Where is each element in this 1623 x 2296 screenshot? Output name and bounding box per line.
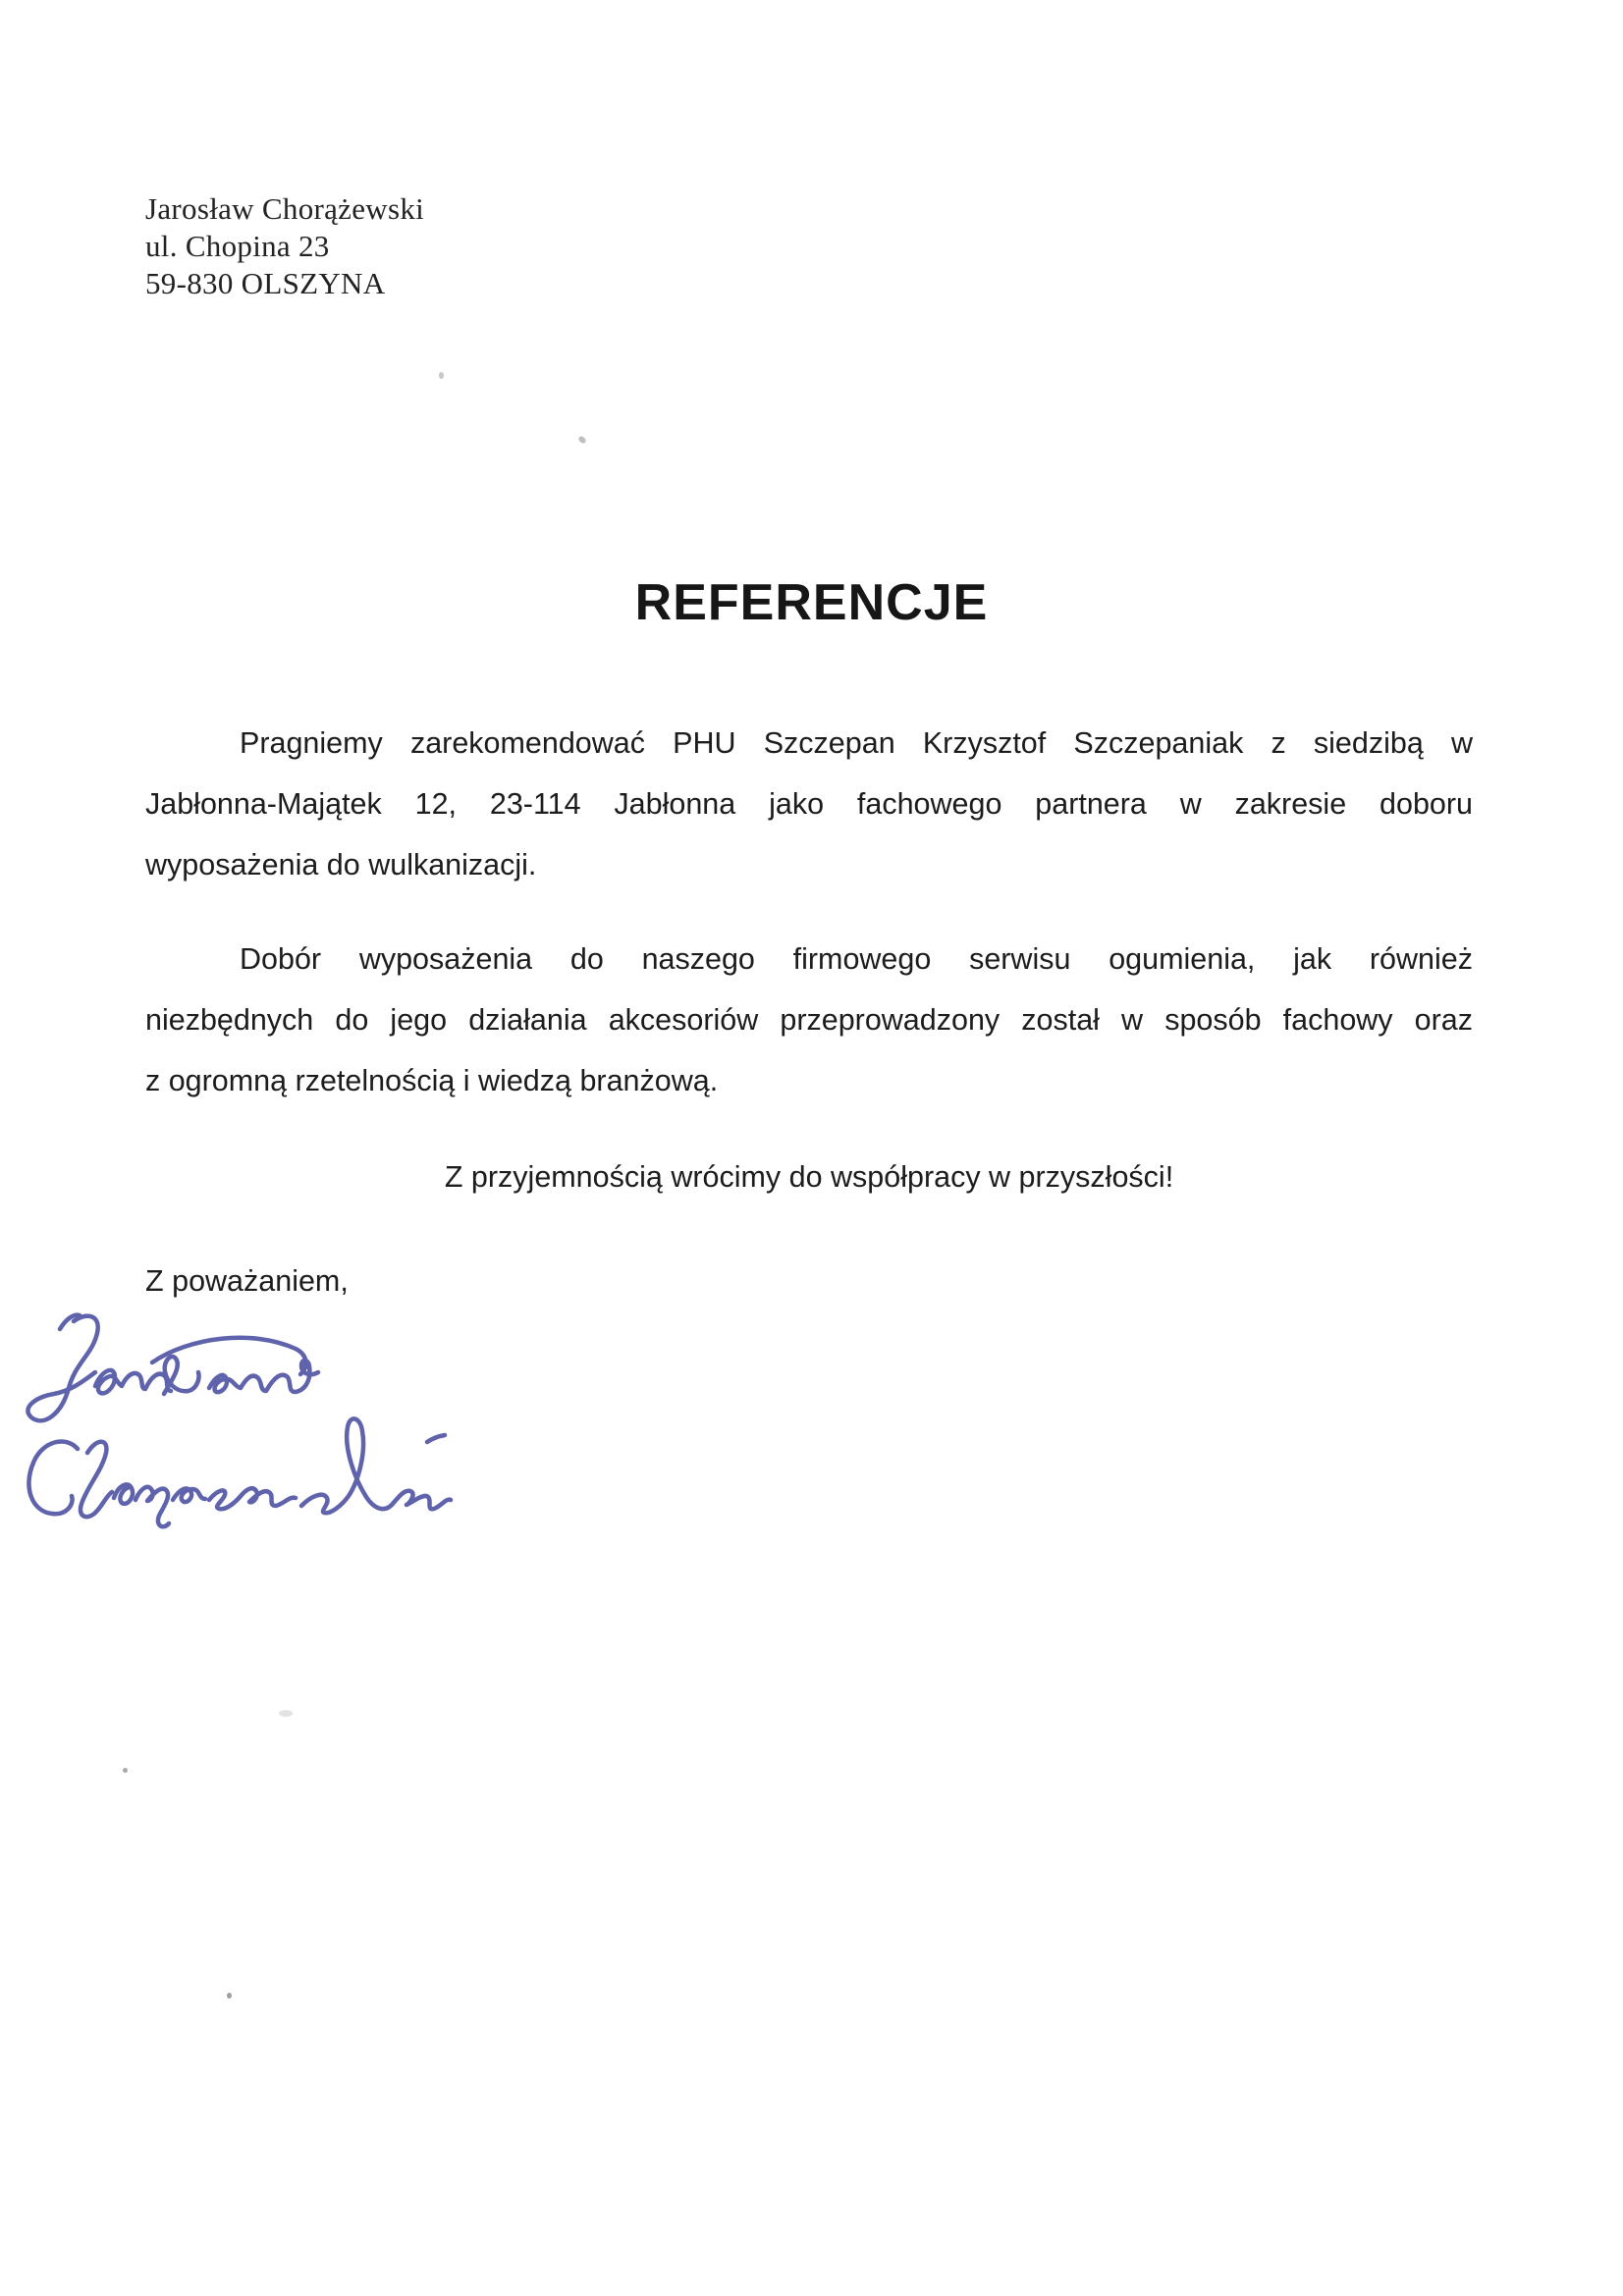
- scan-speck: [577, 435, 587, 445]
- sender-city: 59-830 OLSZYNA: [145, 266, 386, 300]
- closing-sentence: Z przyjemnością wrócimy do współpracy w przyszłości!: [444, 1160, 1174, 1194]
- paragraph-1: [145, 713, 1473, 895]
- signature-handwriting: [15, 1304, 545, 1559]
- sender-street: ul. Chopina 23: [145, 229, 330, 263]
- paragraph-1-line-3: wyposażenia do wulkanizacji.: [145, 848, 537, 881]
- paragraph-2-line-3: z ogromną rzetelnością i wiedzą branżową.: [145, 1064, 719, 1097]
- sender-name: Jarosław Chorążewski: [145, 191, 425, 226]
- scan-speck: [123, 1768, 128, 1773]
- scan-speck: [439, 372, 444, 379]
- paragraph-2-line-2: niezbędnych do jego działania akcesoriów przeprowadzony został w sposób fachowy oraz: [145, 1003, 1473, 1037]
- paragraph-2-line-1: Dobór wyposażenia do naszego firmowego serwisu ogumienia, jak również: [240, 942, 1473, 976]
- scan-speck: [279, 1710, 293, 1717]
- valediction: Z poważaniem,: [145, 1264, 349, 1298]
- paragraph-1-line-1: Pragniemy zarekomendować PHU Szczepan Krzysztof Szczepaniak z siedzibą w: [240, 726, 1473, 760]
- sender-address-block: [145, 190, 424, 302]
- paragraph-1-line-2: Jabłonna-Majątek 12, 23-114 Jabłonna jako fachowego partnera w zakresie doboru: [145, 787, 1473, 821]
- letter-title: REFERENCJE: [634, 574, 989, 631]
- paragraph-2: [145, 929, 1473, 1111]
- scan-speck: [227, 1993, 232, 1999]
